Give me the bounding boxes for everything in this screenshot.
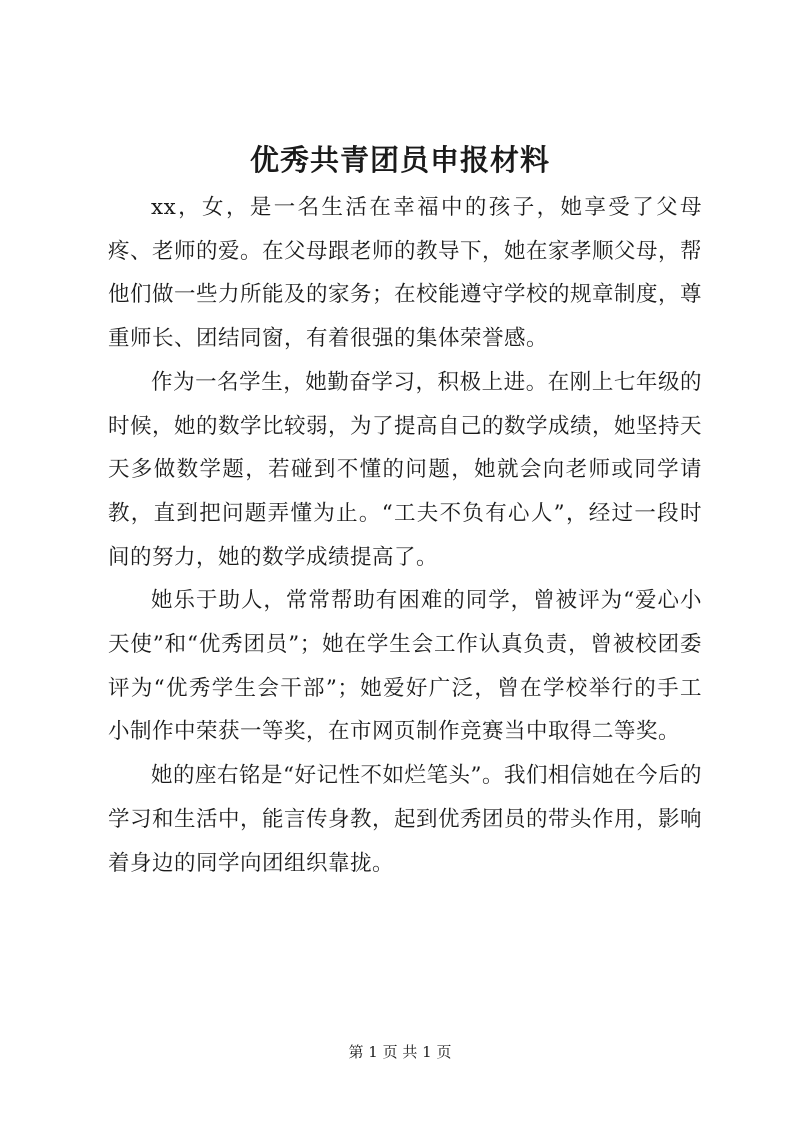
paragraph-intro: xx，女，是一名生活在幸福中的孩子，她享受了父母疼、老师的爱。在父母跟老师的教导下，她在家孝顺父母，帮他们做一些力所能及的家务；在校能遵守学校的规章制度，尊重师长、团结同窗，有着很强的集体荣誉感。	[108, 195, 703, 352]
paragraph-motto: 她的座右铭是“好记性不如烂笔头”。我们相信她在今后的学习和生活中，能言传身教，起到优秀团员的带头作用，影响着身边的同学向团组织靠拢。	[108, 763, 703, 876]
page-footer: 第 1 页 共 1 页	[348, 1043, 452, 1061]
paragraph-study: 作为一名学生，她勤奋学习，积极上进。在刚上七年级的时候，她的数学比较弱，为了提高自己的数学成绩，她坚持天天多做数学题，若碰到不懂的问题，她就会向老师或同学请教，直到把问题弄懂为止。“工夫不负有心人”，经过一段时间的努力，她的数学成绩提高了。	[108, 369, 703, 570]
document-title: 优秀共青团员申报材料	[249, 143, 550, 177]
paragraph-helping: 她乐于助人，常常帮助有困难的同学，曾被评为“爱心小天使”和“优秀团员”；她在学生会工作认真负责，曾被校团委评为“优秀学生会干部”；她爱好广泛，曾在学校举行的手工小制作中荣获一等奖，在市网页制作竞赛当中取得二等奖。	[108, 588, 702, 745]
document-body	[108, 186, 702, 885]
